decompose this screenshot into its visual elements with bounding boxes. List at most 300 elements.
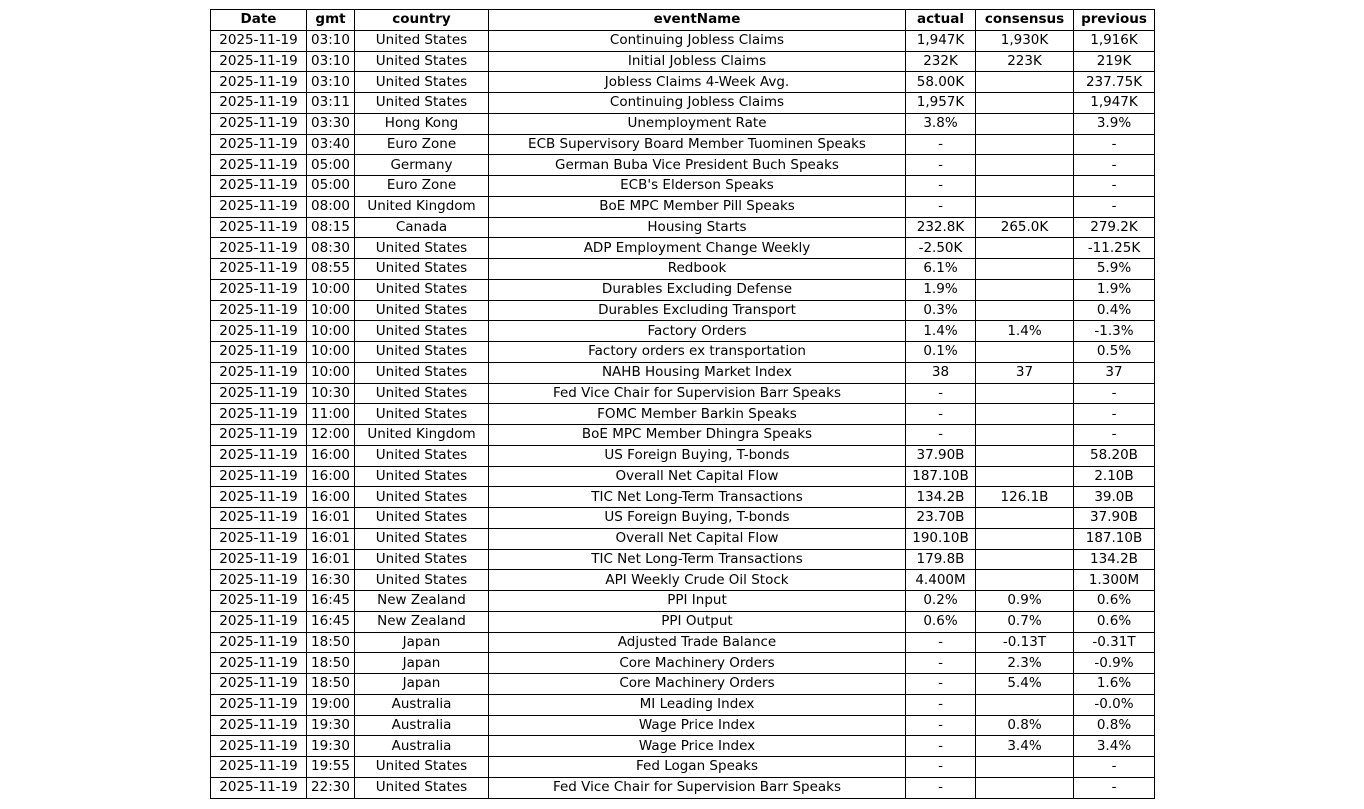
cell-previous: -1.3% [1074,321,1155,342]
cell-previous: 0.6% [1074,611,1155,632]
cell-date: 2025-11-19 [211,321,307,342]
cell-event-name: Core Machinery Orders [489,674,906,695]
cell-event-name: Wage Price Index [489,736,906,757]
cell-event-name: Continuing Jobless Claims [489,30,906,51]
cell-actual: 58.00K [906,72,976,93]
table-row [211,549,1155,570]
cell-gmt: 18:50 [307,674,355,695]
cell-consensus: 1,930K [976,30,1074,51]
cell-gmt: 08:00 [307,196,355,217]
table-row [211,528,1155,549]
cell-actual: 0.2% [906,591,976,612]
cell-consensus [976,196,1074,217]
cell-consensus [976,259,1074,280]
table-row [211,611,1155,632]
cell-date: 2025-11-19 [211,508,307,529]
cell-consensus: 0.9% [976,591,1074,612]
cell-country: Japan [355,674,489,695]
cell-country: United States [355,93,489,114]
cell-date: 2025-11-19 [211,362,307,383]
cell-gmt: 16:00 [307,466,355,487]
cell-previous: 187.10B [1074,528,1155,549]
cell-gmt: 08:30 [307,238,355,259]
cell-previous: 39.0B [1074,487,1155,508]
cell-gmt: 03:10 [307,51,355,72]
cell-country: United States [355,570,489,591]
table-row [211,757,1155,778]
cell-previous: - [1074,134,1155,155]
cell-actual: - [906,404,976,425]
cell-date: 2025-11-19 [211,445,307,466]
cell-actual: - [906,757,976,778]
cell-event-name: MI Leading Index [489,694,906,715]
cell-country: New Zealand [355,611,489,632]
cell-date: 2025-11-19 [211,591,307,612]
cell-gmt: 10:00 [307,342,355,363]
cell-event-name: US Foreign Buying, T-bonds [489,508,906,529]
cell-event-name: Fed Vice Chair for Supervision Barr Speaks [489,777,906,798]
cell-event-name: Durables Excluding Defense [489,279,906,300]
cell-country: United States [355,30,489,51]
table-row [211,591,1155,612]
cell-event-name: NAHB Housing Market Index [489,362,906,383]
cell-event-name: Redbook [489,259,906,280]
table-row [211,217,1155,238]
cell-country: United States [355,72,489,93]
cell-date: 2025-11-19 [211,611,307,632]
cell-previous: 1.9% [1074,279,1155,300]
cell-country: United States [355,487,489,508]
cell-actual: - [906,777,976,798]
cell-previous: 134.2B [1074,549,1155,570]
cell-country: United Kingdom [355,425,489,446]
cell-consensus [976,694,1074,715]
cell-country: United States [355,238,489,259]
cell-actual: 23.70B [906,508,976,529]
cell-country: United States [355,445,489,466]
cell-date: 2025-11-19 [211,549,307,570]
cell-date: 2025-11-19 [211,674,307,695]
cell-actual: 4.400M [906,570,976,591]
table-row [211,404,1155,425]
cell-date: 2025-11-19 [211,300,307,321]
cell-country: United States [355,528,489,549]
table-row [211,279,1155,300]
cell-event-name: US Foreign Buying, T-bonds [489,445,906,466]
cell-consensus [976,300,1074,321]
table-row [211,632,1155,653]
cell-previous: - [1074,757,1155,778]
cell-actual: - [906,674,976,695]
cell-actual: -2.50K [906,238,976,259]
cell-event-name: Core Machinery Orders [489,653,906,674]
cell-gmt: 16:01 [307,528,355,549]
cell-consensus: 5.4% [976,674,1074,695]
cell-actual: 1,957K [906,93,976,114]
cell-country: United States [355,777,489,798]
table-row [211,238,1155,259]
cell-consensus: 1.4% [976,321,1074,342]
cell-consensus [976,445,1074,466]
cell-date: 2025-11-19 [211,570,307,591]
cell-previous: - [1074,425,1155,446]
cell-date: 2025-11-19 [211,694,307,715]
cell-event-name: Initial Jobless Claims [489,51,906,72]
header-row [211,10,1155,31]
cell-date: 2025-11-19 [211,342,307,363]
cell-country: Canada [355,217,489,238]
cell-consensus [976,404,1074,425]
table-row [211,694,1155,715]
cell-event-name: Overall Net Capital Flow [489,528,906,549]
cell-country: Australia [355,715,489,736]
cell-gmt: 08:55 [307,259,355,280]
cell-date: 2025-11-19 [211,279,307,300]
cell-event-name: Jobless Claims 4-Week Avg. [489,72,906,93]
cell-country: United Kingdom [355,196,489,217]
cell-previous: 3.4% [1074,736,1155,757]
cell-actual: - [906,715,976,736]
cell-event-name: BoE MPC Member Pill Speaks [489,196,906,217]
cell-consensus [976,508,1074,529]
cell-country: United States [355,362,489,383]
cell-actual: 37.90B [906,445,976,466]
cell-actual: - [906,736,976,757]
cell-country: Germany [355,155,489,176]
cell-gmt: 16:45 [307,591,355,612]
cell-gmt: 05:00 [307,176,355,197]
table-row [211,570,1155,591]
cell-previous: 0.5% [1074,342,1155,363]
cell-event-name: ADP Employment Change Weekly [489,238,906,259]
cell-gmt: 19:00 [307,694,355,715]
cell-previous: - [1074,777,1155,798]
cell-previous: -11.25K [1074,238,1155,259]
table-row [211,134,1155,155]
cell-country: United States [355,342,489,363]
cell-previous: - [1074,155,1155,176]
cell-previous: 2.10B [1074,466,1155,487]
cell-consensus [976,549,1074,570]
cell-gmt: 12:00 [307,425,355,446]
table-row [211,321,1155,342]
cell-country: United States [355,279,489,300]
column-header-date: Date [211,10,307,31]
cell-event-name: PPI Input [489,591,906,612]
economic-calendar-table [210,9,1155,799]
cell-country: United States [355,757,489,778]
cell-consensus [976,757,1074,778]
column-header-gmt: gmt [307,10,355,31]
cell-date: 2025-11-19 [211,93,307,114]
cell-previous: 37.90B [1074,508,1155,529]
cell-gmt: 10:00 [307,321,355,342]
cell-consensus [976,383,1074,404]
cell-consensus: 3.4% [976,736,1074,757]
cell-country: United States [355,51,489,72]
cell-event-name: FOMC Member Barkin Speaks [489,404,906,425]
cell-date: 2025-11-19 [211,51,307,72]
cell-consensus [976,134,1074,155]
table-row [211,487,1155,508]
cell-date: 2025-11-19 [211,736,307,757]
table-row [211,362,1155,383]
cell-consensus [976,570,1074,591]
cell-actual: - [906,134,976,155]
cell-date: 2025-11-19 [211,217,307,238]
cell-actual: - [906,176,976,197]
cell-event-name: TIC Net Long-Term Transactions [489,549,906,570]
table-row [211,300,1155,321]
cell-date: 2025-11-19 [211,259,307,280]
cell-country: United States [355,321,489,342]
cell-country: Japan [355,632,489,653]
cell-gmt: 10:00 [307,362,355,383]
cell-previous: 1,916K [1074,30,1155,51]
cell-actual: 0.1% [906,342,976,363]
cell-gmt: 10:00 [307,279,355,300]
cell-consensus [976,425,1074,446]
cell-gmt: 03:10 [307,72,355,93]
cell-gmt: 18:50 [307,653,355,674]
table-row [211,508,1155,529]
column-header-country: country [355,10,489,31]
cell-date: 2025-11-19 [211,238,307,259]
cell-previous: -0.9% [1074,653,1155,674]
cell-date: 2025-11-19 [211,155,307,176]
cell-date: 2025-11-19 [211,777,307,798]
table-row [211,72,1155,93]
cell-date: 2025-11-19 [211,632,307,653]
cell-previous: 1.6% [1074,674,1155,695]
cell-country: United States [355,508,489,529]
cell-actual: - [906,694,976,715]
cell-gmt: 03:30 [307,113,355,134]
cell-gmt: 08:15 [307,217,355,238]
cell-gmt: 16:01 [307,549,355,570]
cell-gmt: 10:30 [307,383,355,404]
cell-event-name: Housing Starts [489,217,906,238]
cell-consensus [976,777,1074,798]
cell-country: Japan [355,653,489,674]
cell-gmt: 03:40 [307,134,355,155]
cell-previous: 1,947K [1074,93,1155,114]
cell-previous: 0.6% [1074,591,1155,612]
cell-actual: 0.6% [906,611,976,632]
cell-gmt: 16:00 [307,445,355,466]
cell-event-name: Factory orders ex transportation [489,342,906,363]
table-row [211,259,1155,280]
cell-actual: 38 [906,362,976,383]
cell-country: Australia [355,694,489,715]
cell-country: United States [355,383,489,404]
cell-gmt: 03:10 [307,30,355,51]
cell-consensus: 2.3% [976,653,1074,674]
cell-previous: 37 [1074,362,1155,383]
cell-actual: - [906,632,976,653]
cell-actual: 232K [906,51,976,72]
cell-country: United States [355,300,489,321]
cell-consensus: 37 [976,362,1074,383]
cell-gmt: 16:45 [307,611,355,632]
cell-actual: 0.3% [906,300,976,321]
cell-gmt: 22:30 [307,777,355,798]
cell-event-name: Continuing Jobless Claims [489,93,906,114]
cell-actual: 1.9% [906,279,976,300]
cell-event-name: Unemployment Rate [489,113,906,134]
cell-previous: 58.20B [1074,445,1155,466]
cell-date: 2025-11-19 [211,72,307,93]
cell-actual: 190.10B [906,528,976,549]
cell-event-name: ECB Supervisory Board Member Tuominen Speaks [489,134,906,155]
cell-country: Australia [355,736,489,757]
cell-date: 2025-11-19 [211,196,307,217]
cell-country: United States [355,404,489,425]
cell-gmt: 16:01 [307,508,355,529]
cell-consensus [976,466,1074,487]
cell-actual: - [906,425,976,446]
table-row [211,736,1155,757]
cell-consensus: 223K [976,51,1074,72]
cell-country: New Zealand [355,591,489,612]
cell-event-name: Wage Price Index [489,715,906,736]
cell-country: United States [355,549,489,570]
table-row [211,30,1155,51]
table-row [211,93,1155,114]
cell-consensus [976,279,1074,300]
cell-previous: 0.4% [1074,300,1155,321]
cell-consensus: 0.8% [976,715,1074,736]
cell-previous: 1.300M [1074,570,1155,591]
cell-actual: - [906,653,976,674]
cell-gmt: 19:30 [307,715,355,736]
cell-date: 2025-11-19 [211,653,307,674]
cell-previous: -0.0% [1074,694,1155,715]
cell-date: 2025-11-19 [211,757,307,778]
cell-date: 2025-11-19 [211,715,307,736]
cell-previous: 279.2K [1074,217,1155,238]
cell-country: Hong Kong [355,113,489,134]
cell-consensus [976,155,1074,176]
cell-event-name: Durables Excluding Transport [489,300,906,321]
cell-consensus: 0.7% [976,611,1074,632]
table-row [211,383,1155,404]
cell-gmt: 10:00 [307,300,355,321]
column-header-previous: previous [1074,10,1155,31]
table-row [211,445,1155,466]
cell-event-name: Overall Net Capital Flow [489,466,906,487]
table-row [211,466,1155,487]
cell-previous: 219K [1074,51,1155,72]
cell-gmt: 11:00 [307,404,355,425]
table-row [211,715,1155,736]
cell-actual: - [906,155,976,176]
cell-date: 2025-11-19 [211,466,307,487]
cell-consensus [976,72,1074,93]
cell-date: 2025-11-19 [211,528,307,549]
cell-consensus [976,113,1074,134]
cell-previous: - [1074,196,1155,217]
cell-previous: 5.9% [1074,259,1155,280]
cell-event-name: Fed Logan Speaks [489,757,906,778]
cell-date: 2025-11-19 [211,30,307,51]
cell-actual: 1,947K [906,30,976,51]
cell-date: 2025-11-19 [211,425,307,446]
cell-previous: 3.9% [1074,113,1155,134]
cell-consensus: 126.1B [976,487,1074,508]
table-body [211,30,1155,798]
cell-consensus [976,93,1074,114]
table-row [211,653,1155,674]
cell-actual: - [906,383,976,404]
column-header-event-name: eventName [489,10,906,31]
cell-date: 2025-11-19 [211,404,307,425]
table-row [211,196,1155,217]
cell-date: 2025-11-19 [211,383,307,404]
cell-event-name: German Buba Vice President Buch Speaks [489,155,906,176]
table-row [211,51,1155,72]
cell-actual: 6.1% [906,259,976,280]
cell-consensus [976,176,1074,197]
cell-event-name: TIC Net Long-Term Transactions [489,487,906,508]
cell-previous: - [1074,383,1155,404]
cell-actual: 134.2B [906,487,976,508]
cell-event-name: Adjusted Trade Balance [489,632,906,653]
cell-gmt: 16:30 [307,570,355,591]
table-row [211,342,1155,363]
cell-event-name: Fed Vice Chair for Supervision Barr Speaks [489,383,906,404]
column-header-consensus: consensus [976,10,1074,31]
cell-event-name: ECB's Elderson Speaks [489,176,906,197]
cell-date: 2025-11-19 [211,176,307,197]
cell-country: Euro Zone [355,134,489,155]
cell-actual: - [906,196,976,217]
cell-date: 2025-11-19 [211,487,307,508]
column-header-actual: actual [906,10,976,31]
cell-event-name: PPI Output [489,611,906,632]
table-row [211,176,1155,197]
table-row [211,674,1155,695]
cell-actual: 3.8% [906,113,976,134]
cell-actual: 232.8K [906,217,976,238]
cell-date: 2025-11-19 [211,113,307,134]
cell-gmt: 03:11 [307,93,355,114]
cell-previous: 0.8% [1074,715,1155,736]
cell-country: Euro Zone [355,176,489,197]
table-row [211,113,1155,134]
cell-event-name: BoE MPC Member Dhingra Speaks [489,425,906,446]
cell-consensus: -0.13T [976,632,1074,653]
table-row [211,777,1155,798]
cell-actual: 187.10B [906,466,976,487]
cell-gmt: 05:00 [307,155,355,176]
cell-consensus: 265.0K [976,217,1074,238]
cell-previous: - [1074,176,1155,197]
cell-country: United States [355,259,489,280]
cell-consensus [976,238,1074,259]
cell-event-name: API Weekly Crude Oil Stock [489,570,906,591]
cell-gmt: 19:55 [307,757,355,778]
cell-consensus [976,528,1074,549]
cell-consensus [976,342,1074,363]
cell-gmt: 19:30 [307,736,355,757]
cell-event-name: Factory Orders [489,321,906,342]
cell-previous: - [1074,404,1155,425]
cell-gmt: 16:00 [307,487,355,508]
table-row [211,155,1155,176]
cell-actual: 179.8B [906,549,976,570]
cell-country: United States [355,466,489,487]
